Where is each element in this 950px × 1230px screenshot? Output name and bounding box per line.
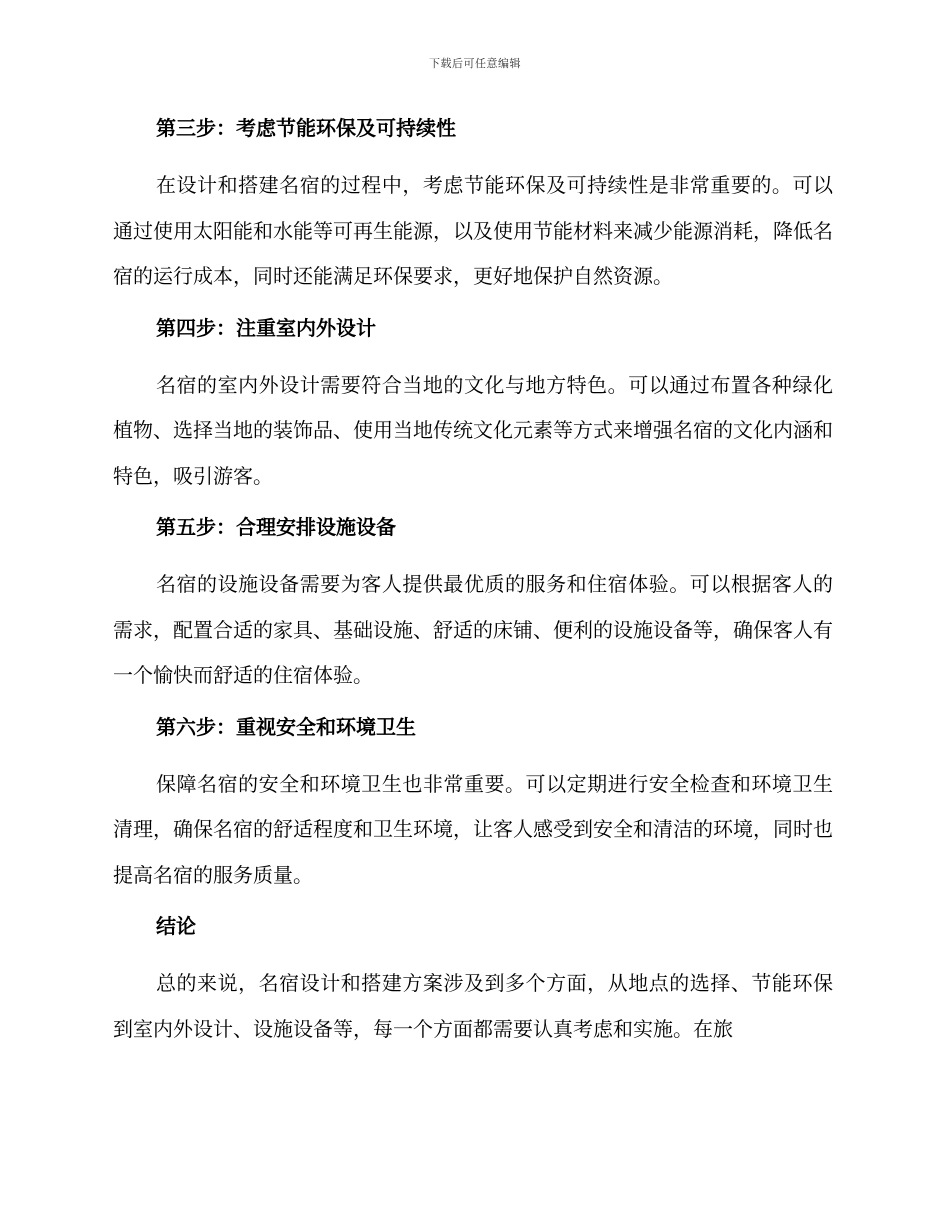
- section-heading-step-6: 第六步：重视安全和环境卫生: [156, 714, 416, 739]
- header-note: 下载后可任意编辑: [429, 57, 521, 70]
- section-paragraph-step-3: 在设计和搭建名宿的过程中，考虑节能环保及可持续性是非常重要的。可以通过使用太阳能和水能等可再生能源，以及使用节能材料来减少能源消耗，降低名宿的运行成本，同时还能满足环保要求，更好地保护自然资源。: [113, 173, 833, 288]
- section-heading-step-5: 第五步：合理安排设施设备: [156, 515, 396, 539]
- section-paragraph-step-4: 名宿的室内外设计需要符合当地的文化与地方特色。可以通过布置各种绿化植物、选择当地的装饰品、使用当地传统文化元素等方式来增强名宿的文化内涵和特色，吸引游客。: [113, 372, 833, 488]
- document-body: [113, 110, 833, 1062]
- section-paragraph-step-6: 保障名宿的安全和环境卫生也非常重要。可以定期进行安全检查和环境卫生清理，确保名宿的舒适程度和卫生环境，让客人感受到安全和清洁的环境，同时也提高名宿的服务质量。: [113, 771, 833, 887]
- section-paragraph-step-5: 名宿的设施设备需要为客人提供最优质的服务和住宿体验。可以根据客人的需求，配置合适的家具、基础设施、舒适的床铺、便利的设施设备等，确保客人有一个愉快而舒适的住宿体验。: [113, 572, 833, 687]
- section-heading-step-3: 第三步：考虑节能环保及可持续性: [156, 116, 456, 140]
- section-paragraph-conclusion: 总的来说，名宿设计和搭建方案涉及到多个方面，从地点的选择、节能环保到室内外设计、设施设备等，每一个方面都需要认真考虑和实施。在旅: [113, 971, 833, 1041]
- section-heading-step-4: 第四步：注重室内外设计: [156, 315, 376, 340]
- section-heading-conclusion: 结论: [156, 914, 196, 938]
